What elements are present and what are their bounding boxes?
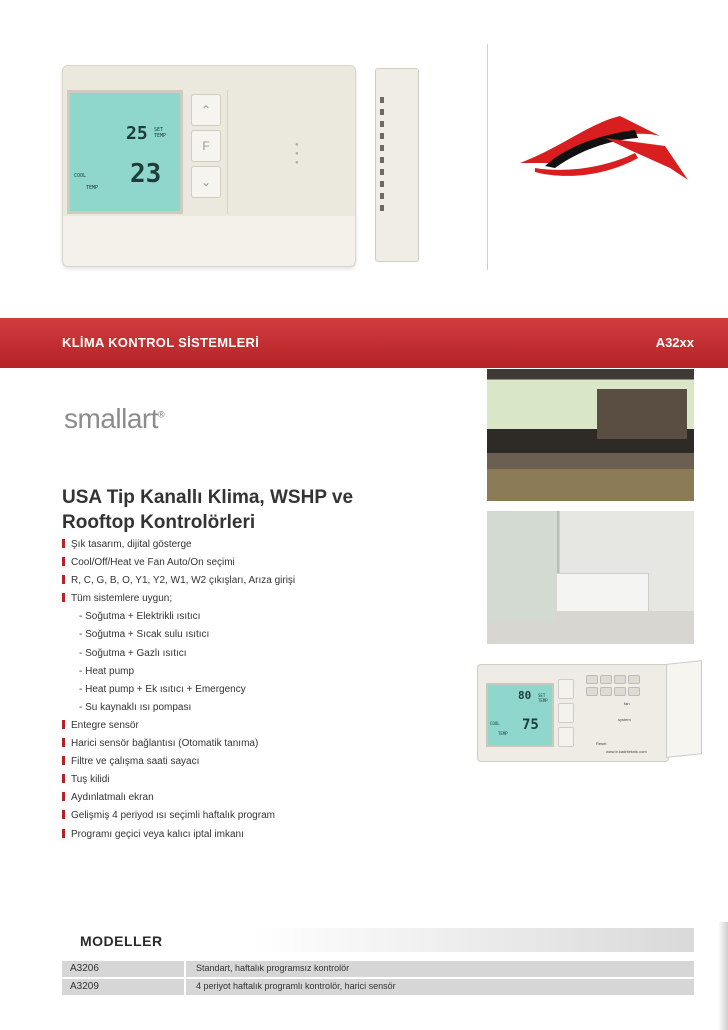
- feature-text: Tüm sistemlere uygun;: [71, 593, 173, 605]
- keypad-key: [586, 687, 598, 696]
- vent-slot: [380, 97, 384, 103]
- feature-item: [62, 771, 482, 789]
- feature-text: - Soğutma + Sıcak sulu ısıtıcı: [79, 629, 210, 641]
- feature-item: [62, 554, 482, 572]
- bullet-icon: [62, 575, 65, 584]
- set-temp-value: 25: [126, 123, 148, 144]
- system-label: system: [618, 717, 631, 722]
- chevron-up-icon: ⌃: [191, 94, 221, 126]
- bullet-icon: [62, 738, 65, 747]
- feature-text: - Soğutma + Gazlı ısıtıcı: [79, 647, 187, 659]
- feature-text: Tuş kilidi: [71, 774, 110, 786]
- product-code: A32xx: [655, 335, 694, 350]
- feature-item: [62, 681, 482, 699]
- thermostat2-lcd: [486, 683, 554, 747]
- keypad-key: [628, 675, 640, 684]
- cool-label: COOL: [74, 173, 87, 179]
- website-text: www.tr.kadriteknik.com: [606, 749, 647, 754]
- vent-slot: [380, 181, 384, 187]
- room-temp-value: 23: [130, 159, 162, 189]
- feature-text: - Soğutma + Elektrikli ısıtıcı: [79, 611, 201, 623]
- bullet-icon: [62, 756, 65, 765]
- thermostat-image: [62, 65, 356, 267]
- thermostat-lcd: [67, 90, 183, 214]
- models-header: MODELLER: [80, 933, 163, 949]
- fan-label: fan: [624, 701, 630, 706]
- feature-item: [62, 735, 482, 753]
- column-separator: [184, 979, 186, 995]
- keypad-key: [614, 687, 626, 696]
- vent-slot: [380, 133, 384, 139]
- vent-slot: [380, 205, 384, 211]
- reset-label: Reset: [596, 741, 607, 746]
- page-edge-decoration: [718, 922, 728, 1030]
- registered-mark: ®: [158, 409, 165, 420]
- feature-item: [62, 789, 482, 807]
- vent-slot: [380, 169, 384, 175]
- bullet-icon: [62, 829, 65, 838]
- heading-line-1: USA Tip Kanallı Klima, WSHP ve: [62, 487, 354, 508]
- table-row: [62, 961, 694, 977]
- section-banner: [0, 318, 728, 368]
- bullet-icon: [62, 774, 65, 783]
- bullet-icon: [62, 720, 65, 729]
- model-description: Standart, haftalık programsız kontrolör: [196, 963, 350, 973]
- bedroom-photo: [487, 511, 694, 644]
- column-separator: [184, 961, 186, 977]
- bullet-icon: [62, 539, 65, 548]
- keypad-key: [628, 687, 640, 696]
- feature-text: Gelişmiş 4 periyod ısı seçimli haftalık program: [71, 810, 275, 822]
- feature-item: [62, 645, 482, 663]
- feature-item: [62, 608, 482, 626]
- temp-label-2: TEMP: [498, 731, 508, 736]
- banner-title: KLİMA KONTROL SİSTEMLERİ: [62, 335, 260, 350]
- chevron-up-icon: [558, 679, 574, 699]
- temp-label: TEMP: [86, 185, 99, 191]
- feature-text: Harici sensör bağlantısı (Otomatik tanıma): [71, 738, 259, 750]
- brand-logo: [64, 403, 164, 435]
- room-temp-value-2: 75: [522, 717, 539, 733]
- vent-slot: [380, 193, 384, 199]
- bullet-icon: [62, 557, 65, 566]
- cool-label-2: COOL: [490, 721, 500, 726]
- vent-slot: [380, 145, 384, 151]
- feature-item: [62, 753, 482, 771]
- feature-text: - Su kaynaklı ısı pompası: [79, 701, 192, 713]
- company-logo-icon: [510, 108, 710, 188]
- model-description: 4 periyot haftalık programlı kontrolör, harici sensör: [196, 981, 396, 991]
- fan-button: F: [191, 130, 221, 162]
- indicator-dots: ● ● ●: [295, 142, 299, 166]
- keypad-key: [600, 687, 612, 696]
- set-temp-value-2: 80: [518, 689, 532, 702]
- feature-text: Şık tasarım, dijital gösterge: [71, 539, 192, 550]
- vent-slot: [380, 121, 384, 127]
- thermostat-door: [666, 660, 702, 758]
- keypad-key: [600, 675, 612, 684]
- feature-list: [62, 536, 482, 844]
- divider-line: [487, 44, 488, 270]
- vent-slot: [380, 157, 384, 163]
- product-heading: [62, 485, 462, 535]
- keypad-key: [614, 675, 626, 684]
- feature-item: [62, 663, 482, 681]
- feature-item: [62, 807, 482, 825]
- table-row: [62, 979, 694, 995]
- feature-text: Programı geçici veya kalıcı iptal imkanı: [71, 828, 244, 840]
- brand-name: smallart: [64, 403, 159, 434]
- feature-text: - Heat pump + Ek ısıtıcı + Emergency: [79, 683, 246, 695]
- feature-item: [62, 572, 482, 590]
- feature-item: [62, 717, 482, 735]
- feature-text: Filtre ve çalışma saati sayacı: [71, 756, 200, 768]
- chevron-down-icon: ⌄: [191, 166, 221, 198]
- feature-item: [62, 699, 482, 717]
- set-temp-label: SET TEMP: [154, 127, 167, 139]
- heading-line-2: Rooftop Kontrolörleri: [62, 512, 256, 533]
- keypad-key: [586, 675, 598, 684]
- feature-item: [62, 826, 482, 844]
- feature-item: [62, 626, 482, 644]
- feature-text: Cool/Off/Heat ve Fan Auto/On seçimi: [71, 557, 235, 569]
- bullet-icon: [62, 593, 65, 602]
- feature-text: Entegre sensör: [71, 719, 139, 731]
- thermostat-cover: [227, 90, 350, 214]
- model-code: A3206: [70, 963, 99, 974]
- model-code: A3209: [70, 981, 99, 992]
- chevron-down-icon: [558, 727, 574, 747]
- feature-text: Aydınlatmalı ekran: [71, 792, 154, 804]
- bullet-icon: [62, 810, 65, 819]
- thermostat-side-image: [375, 68, 419, 262]
- feature-text: - Heat pump: [79, 665, 135, 677]
- programmable-thermostat-image: [477, 664, 669, 762]
- feature-text: R, C, G, B, O, Y1, Y2, W1, W2 çıkışları, Arıza girişi: [71, 575, 296, 587]
- feature-item: [62, 590, 482, 608]
- bullet-icon: [62, 792, 65, 801]
- feature-item: [62, 536, 482, 554]
- vent-slot: [380, 109, 384, 115]
- mode-button: [558, 703, 574, 723]
- set-temp-label-2: SET TEMP: [538, 693, 548, 703]
- living-room-photo: [487, 369, 694, 501]
